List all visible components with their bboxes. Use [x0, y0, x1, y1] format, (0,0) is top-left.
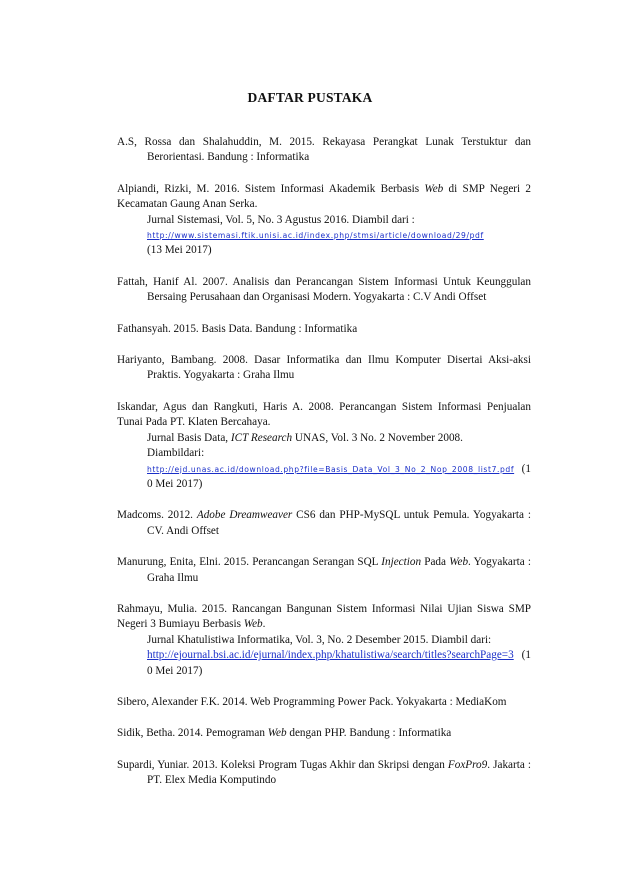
reference-item [117, 353, 531, 384]
reference-item [117, 322, 531, 337]
reference-text: . Yogyakarta : Graha Ilmu [147, 556, 531, 584]
reference-text: . [262, 618, 266, 631]
reference-text: Hariyanto, Bambang. 2008. Dasar Informatika dan Ilmu Komputer Disertai Aksi-aksi Praktis. Yogyakarta : Graha Ilmu [117, 354, 531, 382]
reference-text [117, 726, 531, 741]
reference-text [117, 555, 531, 586]
reference-link[interactable]: http://www.sistemasi.ftik.unisi.ac.id/index.php/stmsi/article/download/29/pdf [147, 231, 484, 241]
reference-text: Alpiandi, Rizki, M. 2016. Sistem Informasi Akademik Berbasis [117, 182, 425, 195]
reference-text: Supardi, Yuniar. 2013. Koleksi Program Tugas Akhir dan Skripsi dengan [117, 758, 448, 771]
reference-italic: Injection [381, 556, 422, 569]
reference-date: (10 Mei 2017) [147, 649, 531, 677]
reference-text: Rahmayu, Mulia. 2015. Rancangan Bangunan Sistem Informasi Nilai Ujian Siswa SMP Negeri 3 Bumiayu Berbasis [117, 602, 531, 631]
reference-item [117, 400, 531, 492]
reference-italic: ICT Research [230, 431, 293, 444]
reference-item [117, 758, 531, 789]
reference-italic: Web [449, 556, 469, 569]
reference-journal [117, 431, 531, 446]
reference-url-line [117, 648, 531, 679]
reference-text [117, 758, 531, 789]
reference-text: Pada [421, 556, 450, 569]
reference-italic: Web [243, 618, 263, 631]
reference-link[interactable]: http://ejournal.bsi.ac.id/ejurnal/index.php/khatulistiwa/search/titles?searchPage=3 [147, 649, 514, 662]
reference-title-line: Iskandar, Agus dan Rangkuti, Haris A. 2008. Perancangan Sistem Informasi Penjualan Tunai Pada PT. Klaten Bercahaya. [117, 400, 531, 429]
reference-italic: FoxPro9 [447, 758, 488, 771]
reference-item [117, 602, 531, 679]
reference-text: UNAS, Vol. 3 No. 2 November 2008. [292, 431, 463, 444]
reference-date: (10 Mei 2017) [147, 462, 531, 490]
reference-text: Jurnal Basis Data, [147, 431, 231, 444]
reference-text: di SMP Negeri 2 Kecamatan Gaung Anan Serka. [117, 182, 531, 211]
reference-italic: Adobe Dreamweaver [196, 509, 293, 522]
reference-item [117, 135, 531, 166]
reference-item [117, 726, 531, 741]
reference-url-line [117, 228, 531, 243]
reference-text: dengan PHP. Bandung : Informatika [286, 727, 452, 740]
reference-text: Fathansyah. 2015. Basis Data. Bandung : Informatika [117, 322, 358, 335]
reference-item [117, 182, 531, 259]
reference-link[interactable]: http://ejd.unas.ac.id/download.php?file=Basis_Data_Vol_3_No_2_Nop_2008_list7.pdf [147, 464, 515, 474]
reference-text: Fattah, Hanif Al. 2007. Analisis dan Perancangan Sistem Informasi Untuk Keunggulan Bersaing Perusahaan dan Organisasi Modern. Yogyakarta : C.V Andi Offset [117, 275, 531, 304]
reference-text: Sibero, Alexander F.K. 2014. Web Programming Power Pack. Yokyakarta : MediaKom [117, 695, 507, 708]
reference-text: dari [183, 447, 202, 460]
reference-item [117, 275, 531, 306]
reference-url-line [117, 462, 531, 493]
reference-item [117, 555, 531, 586]
reference-text [117, 508, 531, 539]
page-title: DAFTAR PUSTAKA [247, 90, 373, 105]
reference-text: Manurung, Enita, Elni. 2015. Perancangan Serangan SQL [117, 556, 382, 569]
reference-italic: Web [267, 727, 287, 740]
reference-text: Sidik, Betha. 2014. Pemograman [117, 727, 268, 740]
reference-text: . Jakarta : PT. Elex Media Komputindo [147, 758, 531, 787]
reference-text: : [201, 447, 205, 460]
reference-text: CS6 dan PHP-MySQL untuk Pemula. Yogyakarta : CV. Andi Offset [147, 509, 531, 537]
reference-list [117, 135, 531, 805]
reference-text: A.S, Rossa dan Shalahuddin, M. 2015. Rekayasa Perangkat Lunak Terstuktur dan Berorientasi. Bandung : Informatika [117, 136, 531, 164]
reference-journal: Jurnal Sistemasi, Vol. 5, No. 3 Agustus 2016. Diambil dari : [147, 213, 415, 226]
reference-text: Diambil [147, 447, 184, 460]
reference-item [117, 695, 531, 710]
reference-title-line [117, 182, 531, 213]
reference-date: (13 Mei 2017) [147, 244, 212, 257]
reference-title-line [117, 602, 531, 633]
reference-item [117, 508, 531, 539]
reference-journal: Jurnal Khatulistiwa Informatika, Vol. 3, No. 2 Desember 2015. Diambil dari: [147, 633, 492, 646]
reference-italic: Web [424, 182, 444, 195]
reference-text: Madcoms. 2012. [117, 509, 197, 522]
reference-retrieved-line [117, 446, 531, 461]
